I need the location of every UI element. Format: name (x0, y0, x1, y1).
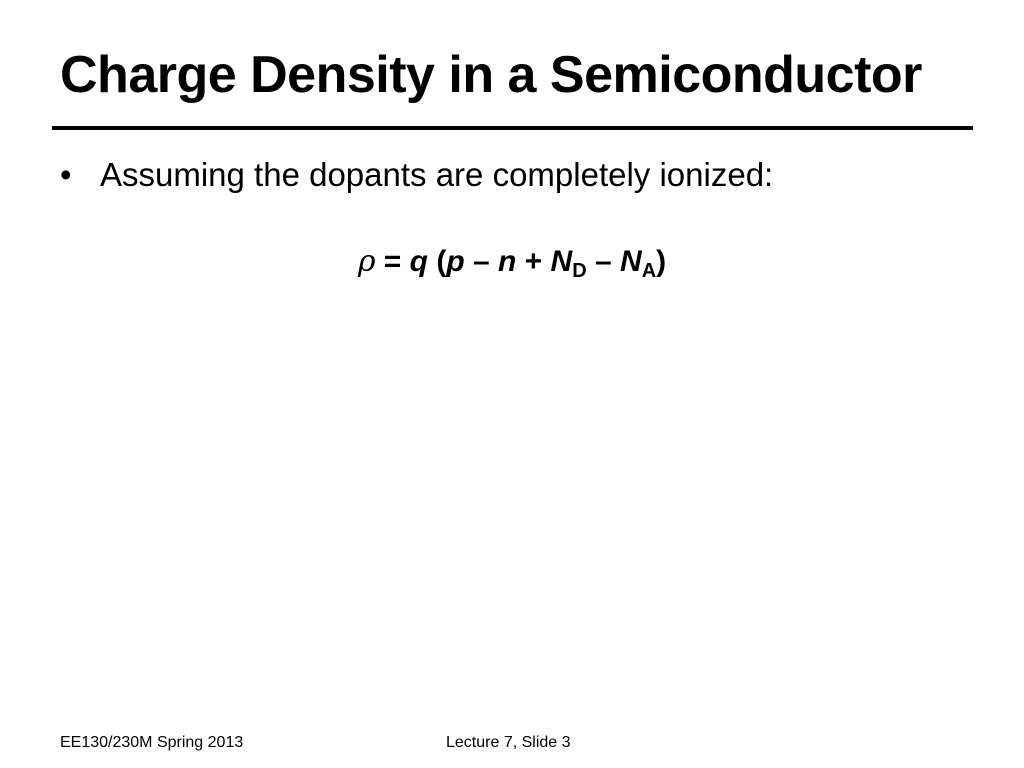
nd-subscript: D (572, 260, 587, 282)
footer-slide-number: Lecture 7, Slide 3 (446, 734, 571, 751)
open-paren: ( (428, 245, 447, 278)
na-subscript: A (641, 260, 657, 282)
close-paren: ) (656, 245, 667, 278)
minus-sign: – (464, 245, 499, 278)
p-variable: p (446, 245, 465, 278)
bullet-text: Assuming the dopants are completely ionized: (100, 156, 774, 193)
plus-sign: + (516, 245, 551, 278)
slide-title: Charge Density in a Semiconductor (60, 46, 922, 104)
q-variable: q (409, 245, 428, 278)
charge-density-equation (0, 240, 1024, 284)
bullet-marker: • (60, 156, 72, 193)
minus-sign: – (586, 245, 621, 278)
nd-variable: N (550, 245, 573, 278)
bullet-item (60, 153, 960, 197)
footer-course: EE130/230M Spring 2013 (60, 734, 244, 751)
equals-sign: = (375, 245, 410, 278)
title-divider (52, 126, 973, 130)
n-variable: n (498, 245, 517, 278)
rho-symbol: ρ (357, 244, 376, 279)
na-variable: N (620, 245, 642, 278)
